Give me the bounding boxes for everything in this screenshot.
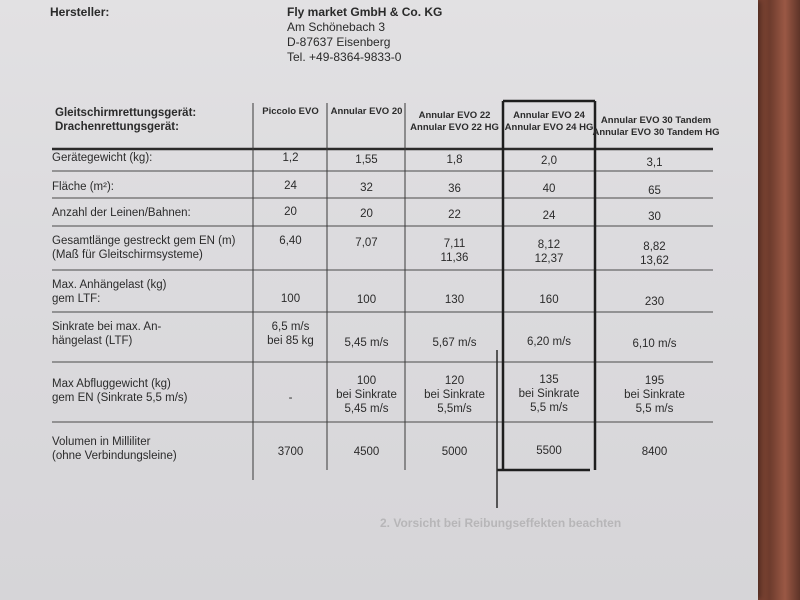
table-cell: 130 — [444, 294, 465, 306]
table-cell: 5,45 m/s — [344, 337, 389, 349]
table-cell: 2,0 — [541, 155, 557, 167]
cell-line: 135 — [539, 374, 559, 386]
column-header-line: Annular EVO 30 Tandem HG — [592, 127, 720, 138]
table-cell — [596, 240, 713, 268]
faded-show-through-text: 2. Vorsicht bei Reibungseffekten beachten — [380, 516, 622, 530]
table-cell — [596, 374, 713, 416]
manufacturer-phone: Tel. +49-8364-9833-0 — [287, 50, 402, 64]
table-cell — [503, 238, 595, 266]
cell-line: bei Sinkrate — [518, 388, 580, 400]
cell-line: 6,5 m/s — [271, 321, 310, 333]
manufacturer-street: Am Schönebach 3 — [287, 20, 386, 34]
cell-line: 8,82 — [643, 241, 666, 253]
label-line: gem EN (Sinkrate 5,5 m/s) — [52, 392, 188, 404]
table-cell: 32 — [360, 182, 373, 194]
row-label-volume — [52, 435, 177, 463]
table-cell: - — [288, 392, 293, 404]
column-header-annular-evo-30-tandem — [591, 115, 721, 139]
table-cell: 1,2 — [282, 152, 299, 164]
table-cell — [406, 374, 503, 416]
cell-line: 100 — [356, 375, 377, 387]
table-cell — [254, 320, 327, 348]
table-cell: 3700 — [277, 446, 304, 458]
row-label-weight — [52, 151, 152, 165]
row-label-max-load — [52, 278, 166, 306]
row-label-area — [52, 180, 114, 194]
cell-line: bei Sinkrate — [424, 389, 485, 401]
column-header-piccolo-evo — [254, 106, 327, 118]
label-line: Gerätegewicht (kg): — [52, 152, 153, 164]
table-cell: 7,07 — [355, 237, 378, 249]
header-line-1: Gleitschirmrettungsgerät: — [55, 107, 197, 119]
table-cell: 6,40 — [279, 235, 302, 247]
table-cell: 230 — [644, 296, 665, 308]
column-header-line: Annular EVO 30 Tandem — [600, 115, 712, 126]
header-line-2: Drachenrettungsgerät: — [55, 121, 179, 133]
table-cell: 3,1 — [646, 157, 663, 169]
table-cell: 100 — [356, 294, 377, 306]
label-line: Max Abfluggewicht (kg) — [52, 378, 171, 390]
label-line: gem LTF: — [52, 293, 101, 305]
label-line: Gesamtlänge gestreckt gem EN (m) — [52, 235, 236, 247]
table-cell: 65 — [648, 185, 661, 197]
column-header-annular-evo-20 — [328, 106, 405, 118]
table-cell: 1,8 — [446, 154, 463, 166]
column-header-line: Annular EVO 24 — [513, 110, 585, 121]
manufacturer-city: D-87637 Eisenberg — [287, 35, 391, 49]
label-line: (ohne Verbindungsleine) — [52, 450, 177, 462]
table-cell: 4500 — [353, 446, 380, 458]
cell-line: bei Sinkrate — [336, 389, 397, 401]
cell-line: 5,5 m/s — [530, 402, 568, 414]
label-line: Anzahl der Leinen/Bahnen: — [52, 207, 191, 219]
column-header-annular-evo-22 — [406, 110, 503, 134]
cell-line: 5,5 m/s — [635, 403, 674, 415]
row-label-max-takeoff-weight — [52, 377, 187, 405]
table-cell: 6,10 m/s — [632, 338, 677, 350]
label-line: Sinkrate bei max. An- — [52, 321, 162, 333]
table-cell: 8400 — [641, 446, 668, 458]
table-cell: 36 — [448, 183, 461, 195]
table-cell — [503, 373, 595, 415]
row-label-total-length — [52, 234, 235, 262]
table-cell: 20 — [284, 206, 297, 218]
cell-line: 195 — [644, 375, 665, 387]
table-cell: 1,55 — [355, 154, 378, 166]
cell-line: 7,11 — [443, 238, 466, 250]
cell-line: 11,36 — [440, 252, 469, 264]
table-cell: 30 — [648, 211, 661, 223]
cell-line: 12,37 — [534, 253, 564, 265]
column-header-annular-evo-24 — [503, 110, 595, 134]
manufacturer-label: Hersteller: — [50, 5, 110, 19]
table-header-label — [55, 106, 196, 134]
label-line: Fläche (m²): — [52, 181, 114, 193]
cell-line: bei Sinkrate — [624, 389, 685, 401]
table-cell — [328, 374, 405, 416]
cell-line: bei 85 kg — [267, 335, 314, 347]
column-header-line: Piccolo EVO — [262, 106, 319, 117]
cell-line: 5,45 m/s — [344, 403, 389, 415]
row-label-sink-rate — [52, 320, 161, 348]
cell-line: 8,12 — [537, 239, 561, 251]
column-header-line: Annular EVO 22 — [418, 110, 491, 121]
table-cell — [406, 237, 503, 265]
cell-line: 120 — [444, 375, 465, 387]
cell-line: 5,5m/s — [437, 403, 472, 415]
label-line: (Maß für Gleitschirmsysteme) — [52, 249, 203, 261]
table-cell: 160 — [539, 294, 559, 306]
table-cell: 22 — [448, 209, 461, 221]
column-header-line: Annular EVO 22 HG — [410, 122, 499, 133]
table-cell: 6,20 m/s — [526, 336, 572, 348]
table-cell: 5,67 m/s — [432, 337, 477, 349]
table-cell: 100 — [280, 293, 301, 305]
table-cell: 40 — [542, 183, 556, 195]
table-cell: 24 — [284, 180, 297, 192]
manufacturer-address — [287, 5, 442, 65]
table-cell: 5000 — [441, 446, 468, 458]
label-line: Max. Anhängelast (kg) — [52, 279, 167, 291]
manufacturer-name: Fly market GmbH & Co. KG — [287, 5, 443, 19]
table-cell: 5500 — [536, 445, 562, 457]
column-header-line: Annular EVO 24 HG — [504, 122, 594, 133]
row-label-lines — [52, 206, 191, 220]
label-line: Volumen in Milliliter — [52, 436, 151, 448]
label-line: hängelast (LTF) — [52, 335, 133, 347]
cell-line: 13,62 — [640, 255, 669, 267]
table-cell: 24 — [542, 210, 556, 222]
table-cell: 20 — [360, 208, 373, 220]
column-header-line: Annular EVO 20 — [330, 106, 403, 117]
